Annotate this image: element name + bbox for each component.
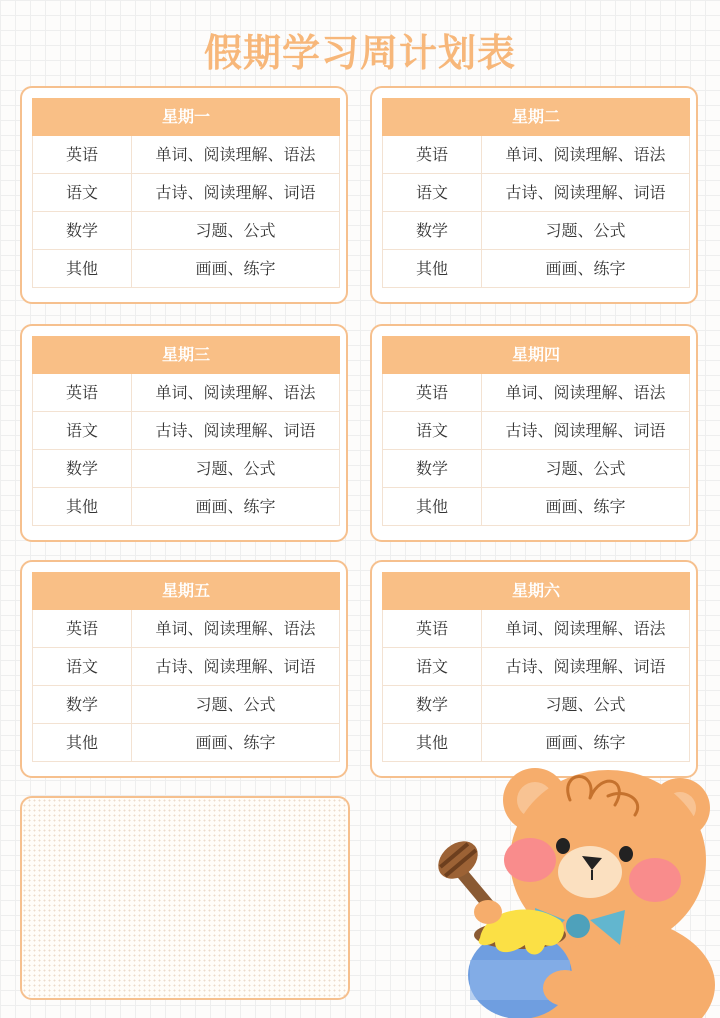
- day-table: [382, 336, 690, 526]
- content-cell: 画画、练字: [195, 259, 276, 278]
- subject-cell: 语文: [33, 412, 132, 449]
- content-cell: 古诗、阅读理解、词语: [155, 421, 316, 440]
- subject-cell: 数学: [383, 450, 482, 487]
- content-cell: 画画、练字: [545, 497, 626, 516]
- day-header: 星期六: [382, 572, 690, 610]
- table-row: [32, 374, 340, 412]
- table-row: [382, 212, 690, 250]
- day-header: 星期三: [32, 336, 340, 374]
- table-row: [32, 136, 340, 174]
- subject-cell: 其他: [33, 488, 132, 525]
- table-row: [382, 686, 690, 724]
- content-cell: 画画、练字: [195, 733, 276, 752]
- day-table: [32, 336, 340, 526]
- subject-cell: 数学: [33, 686, 132, 723]
- content-cell: 古诗、阅读理解、词语: [505, 183, 666, 202]
- subject-cell: 语文: [383, 174, 482, 211]
- subject-cell: 数学: [383, 212, 482, 249]
- subject-cell: 其他: [383, 250, 482, 287]
- content-cell: 画画、练字: [195, 497, 276, 516]
- table-row: [382, 250, 690, 288]
- subject-cell: 其他: [33, 724, 132, 761]
- content-cell: 单词、阅读理解、语法: [155, 619, 316, 638]
- day-table: [32, 572, 340, 762]
- table-row: [32, 724, 340, 762]
- day-card-tuesday: [370, 86, 698, 304]
- subject-cell: 其他: [383, 724, 482, 761]
- table-row: [382, 174, 690, 212]
- subject-cell: 语文: [383, 412, 482, 449]
- day-header: 星期四: [382, 336, 690, 374]
- table-row: [382, 136, 690, 174]
- content-cell: 单词、阅读理解、语法: [505, 383, 666, 402]
- table-row: [32, 648, 340, 686]
- content-cell: 习题、公式: [545, 459, 626, 478]
- content-cell: 古诗、阅读理解、词语: [505, 421, 666, 440]
- bear-with-honey-pot-illustration: [430, 760, 720, 1018]
- table-row: [32, 488, 340, 526]
- content-cell: 单词、阅读理解、语法: [155, 145, 316, 164]
- content-cell: 单词、阅读理解、语法: [505, 145, 666, 164]
- subject-cell: 数学: [33, 212, 132, 249]
- day-header: 星期一: [32, 98, 340, 136]
- content-cell: 习题、公式: [545, 695, 626, 714]
- content-cell: 画画、练字: [545, 733, 626, 752]
- content-cell: 习题、公式: [195, 695, 276, 714]
- day-table: [382, 572, 690, 762]
- table-row: [32, 250, 340, 288]
- content-cell: 古诗、阅读理解、词语: [155, 183, 316, 202]
- day-card-monday: [20, 86, 348, 304]
- subject-cell: 英语: [383, 374, 482, 411]
- day-card-wednesday: [20, 324, 348, 542]
- subject-cell: 英语: [33, 610, 132, 647]
- table-row: [32, 174, 340, 212]
- day-header: 星期二: [382, 98, 690, 136]
- table-row: [382, 450, 690, 488]
- notes-area: [20, 796, 350, 1000]
- content-cell: 单词、阅读理解、语法: [505, 619, 666, 638]
- table-row: [32, 212, 340, 250]
- day-card-thursday: [370, 324, 698, 542]
- page-title: 假期学习周计划表: [203, 31, 516, 75]
- table-row: [382, 610, 690, 648]
- day-header: 星期五: [32, 572, 340, 610]
- day-table: [382, 98, 690, 288]
- table-row: [382, 412, 690, 450]
- day-card-saturday: [370, 560, 698, 778]
- table-row: [32, 686, 340, 724]
- table-row: [32, 610, 340, 648]
- subject-cell: 英语: [33, 136, 132, 173]
- table-row: [382, 374, 690, 412]
- subject-cell: 语文: [383, 648, 482, 685]
- content-cell: 古诗、阅读理解、词语: [155, 657, 316, 676]
- content-cell: 画画、练字: [545, 259, 626, 278]
- subject-cell: 英语: [383, 610, 482, 647]
- subject-cell: 语文: [33, 174, 132, 211]
- day-table: [32, 98, 340, 288]
- subject-cell: 数学: [33, 450, 132, 487]
- table-row: [32, 450, 340, 488]
- subject-cell: 其他: [33, 250, 132, 287]
- subject-cell: 英语: [383, 136, 482, 173]
- table-row: [382, 648, 690, 686]
- subject-cell: 其他: [383, 488, 482, 525]
- content-cell: 单词、阅读理解、语法: [155, 383, 316, 402]
- subject-cell: 数学: [383, 686, 482, 723]
- content-cell: 习题、公式: [545, 221, 626, 240]
- table-row: [382, 488, 690, 526]
- subject-cell: 英语: [33, 374, 132, 411]
- table-row: [382, 724, 690, 762]
- subject-cell: 语文: [33, 648, 132, 685]
- day-card-friday: [20, 560, 348, 778]
- content-cell: 古诗、阅读理解、词语: [505, 657, 666, 676]
- content-cell: 习题、公式: [195, 221, 276, 240]
- content-cell: 习题、公式: [195, 459, 276, 478]
- table-row: [32, 412, 340, 450]
